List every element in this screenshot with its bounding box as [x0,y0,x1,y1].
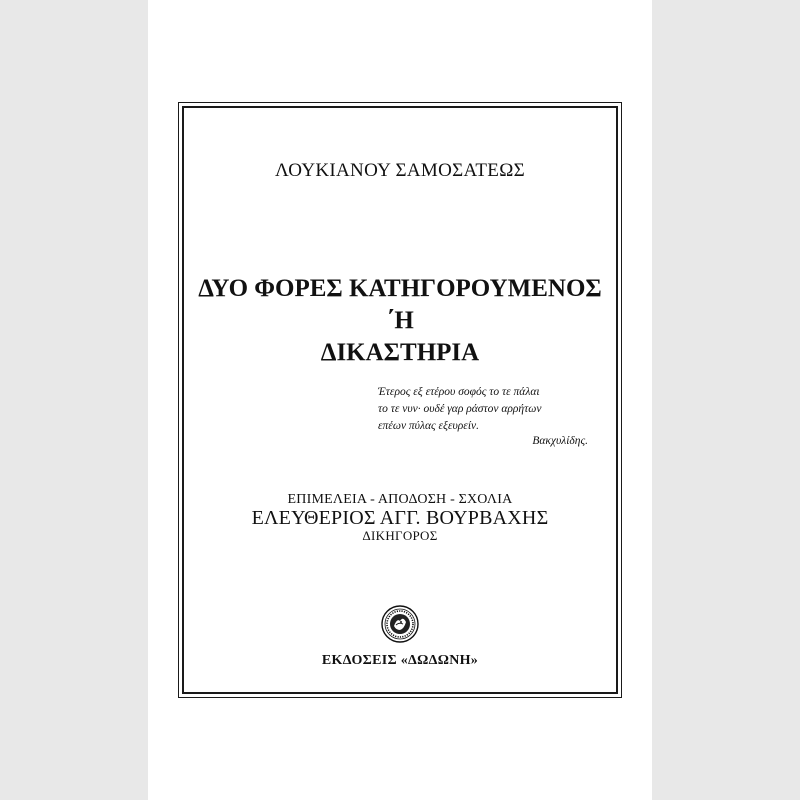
publisher-name: ΕΚΔΟΣΕΙΣ «ΔΩΔΩΝΗ» [321,653,479,668]
title-line-3: ΔΙΚΑΣΤΗΡΙΑ [320,339,480,366]
epigraph-line-3: επέων πύλας εξευρείν. [378,420,480,432]
publisher-seal-icon [381,605,419,643]
epigraph-line-1: Έτερος εξ ετέρου σοφός το τε πάλαι [378,386,540,398]
epigraph-attribution: Βακχυλίδης. [532,435,588,447]
epigraph [378,384,588,435]
editor-name: ΕΛΕΥΘΕΡΙΟΣ ΑΓΓ. ΒΟΥΡΒΑΧΗΣ [251,507,549,529]
author-name: ΛΟΥΚΙΑΝΟΥ ΣΑΜΟΣΑΤΕΩΣ [274,160,525,181]
credits-line: ΕΠΙΜΕΛΕΙΑ - ΑΠΟΔΟΣΗ - ΣΧΟΛΙΑ [287,492,513,507]
editor-profession: ΔΙΚΗΓΟΡΟΣ [362,528,438,543]
title-line-2: ΄Η [386,307,414,334]
title-line-1: ΔΥΟ ΦΟΡΕΣ ΚΑΤΗΓΟΡΟΥΜΕΝΟΣ [198,275,602,302]
epigraph-line-2: το τε νυν· ουδέ γαρ ράστον αρρήτων [378,403,542,415]
